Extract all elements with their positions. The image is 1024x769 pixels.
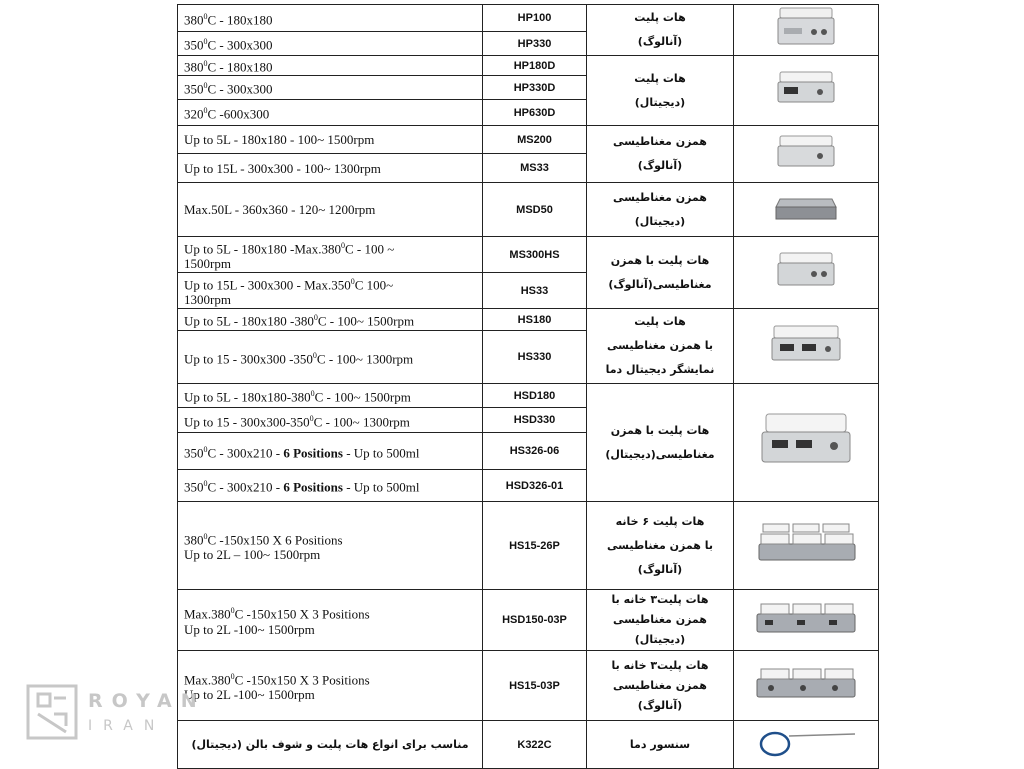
spec-cell: $380^0C - 180x180$ — [178, 5, 483, 32]
spec-cell: Up to 5L - 180x180 $-380^0C$ - 100~ 1500rpm — [178, 309, 483, 331]
product-name-cell: هات پلیت ۶ خانه با همزن مغناطیسی (آنالوگ) — [587, 502, 734, 590]
model-cell: MS200 — [483, 126, 587, 154]
spec-cell: $320^0C$ -600x300 — [178, 100, 483, 126]
model-cell: HS33 — [483, 273, 587, 309]
product-name-cell: هات پلیت با همزن مغناطیسی(دیجیتال) — [587, 384, 734, 502]
table-row — [178, 384, 879, 408]
digital-hot-plate-image — [774, 68, 838, 108]
spec-cell: $350^0C - 300x300$ — [178, 76, 483, 100]
model-cell: HP180D — [483, 56, 587, 76]
three-position-digital-hot-plate-image — [751, 596, 861, 640]
table-row — [178, 183, 879, 237]
model-cell: HS326-06 — [483, 433, 587, 470]
three-position-analog-hot-plate-image — [751, 661, 861, 705]
spec-cell: Up to 5L - 180x180 - 100~ 1500rpm — [178, 126, 483, 154]
spec-cell: $350^0C - 300x300$ — [178, 32, 483, 56]
product-name-cell: هات پلیت۳ خانه با همزن مغناطیسی (دیجیتال) — [587, 590, 734, 651]
sensor-description-cell: مناسب برای انواع هات پلیت و شوف بالن (دیجیتال) — [178, 721, 483, 769]
model-cell: HSD180 — [483, 384, 587, 408]
logo-word-iran: IRAN — [88, 718, 166, 734]
magnetic-stirrer-image — [774, 132, 838, 172]
model-cell: HP100 — [483, 5, 587, 32]
model-cell: HSD330 — [483, 408, 587, 433]
model-cell: HSD150-03P — [483, 590, 587, 651]
table-row — [178, 126, 879, 154]
six-position-hot-plate-image — [751, 518, 861, 568]
table-row — [178, 590, 879, 651]
product-image-cell — [734, 590, 879, 651]
spec-cell: $350^0C - 300x210 - 6$ Positions - Up to 500ml — [178, 470, 483, 502]
spec-cell: $380^0C$ -150x150 X 6 Positions Up to 2L – 100~ 1500rpm — [178, 502, 483, 590]
model-cell: HS180 — [483, 309, 587, 331]
product-name-cell: همزن مغناطیسی (آنالوگ) — [587, 126, 734, 183]
hot-plate-stirrer-image — [774, 249, 838, 291]
model-cell: HS15-26P — [483, 502, 587, 590]
spec-cell: Up to $15 - 300x300-350^0C$ - 100~ 1300rpm — [178, 408, 483, 433]
spec-cell: Max.50L - 360x360 - 120~ 1200rpm — [178, 183, 483, 237]
table-row — [178, 237, 879, 273]
spec-cell: Up to $5L - 180x180-380^0C$ - 100~ 1500rpm — [178, 384, 483, 408]
spec-cell: $350^0C - 300x210 - 6$ Positions - Up to 500ml — [178, 433, 483, 470]
table-row — [178, 651, 879, 721]
spec-cell: Up to 15 - 300x300 $-350^0C$ - 100~ 1300rpm — [178, 331, 483, 384]
spec-cell: Up to 5L - 180x180 -Max.380$^0$C - 100 ~ 1500rpm — [178, 237, 483, 273]
table-row — [178, 5, 879, 32]
model-cell: HSD326-01 — [483, 470, 587, 502]
product-image-cell — [734, 237, 879, 309]
model-cell: HP630D — [483, 100, 587, 126]
product-name-cell: هات پلیت (دیجیتال) — [587, 56, 734, 126]
logo-word-royan: ROYAN — [88, 690, 206, 712]
product-image-cell — [734, 502, 879, 590]
spec-cell: Max.380$^0$C -150x150 X 3 Positions Up to 2L -100~ 1500rpm — [178, 651, 483, 721]
large-magnetic-stirrer-image — [772, 189, 840, 225]
product-image-cell — [734, 384, 879, 502]
model-cell: MS300HS — [483, 237, 587, 273]
product-image-cell — [734, 309, 879, 384]
royan-iran-logo — [26, 684, 206, 744]
product-name-cell: همزن مغناطیسی (دیجیتال) — [587, 183, 734, 237]
product-image-cell — [734, 651, 879, 721]
product-name-cell: سنسور دما — [587, 721, 734, 769]
spec-cell: Up to 15L - 300x300 - Max.350$^0$C 100~ 1300rpm — [178, 273, 483, 309]
product-image-cell — [734, 721, 879, 769]
table-row — [178, 721, 879, 769]
product-name-cell: هات پلیت۳ خانه با همزن مغناطیسی (آنالوگ) — [587, 651, 734, 721]
model-cell: HS330 — [483, 331, 587, 384]
logo-mark-icon — [26, 684, 78, 740]
model-cell: HP330 — [483, 32, 587, 56]
model-cell: MSD50 — [483, 183, 587, 237]
spec-cell: Max.380$^0$C -150x150 X 3 Positions Up to 2L -100~ 1500rpm — [178, 590, 483, 651]
product-image-cell — [734, 5, 879, 56]
product-image-cell — [734, 126, 879, 183]
product-image-cell — [734, 183, 879, 237]
product-name-cell: هات پلیت (آنالوگ) — [587, 5, 734, 56]
digital-display-hot-plate-image — [768, 322, 844, 366]
table-row — [178, 502, 879, 590]
table-row — [178, 309, 879, 331]
model-cell: HP330D — [483, 76, 587, 100]
product-spec-table — [177, 4, 879, 769]
spec-cell: Up to 15L - 300x300 - 100~ 1300rpm — [178, 154, 483, 183]
product-name-cell: هات پلیت با همزن مغناطیسی نمایشگر دیجیتال دما — [587, 309, 734, 384]
table-row — [178, 56, 879, 76]
large-hot-plate-stirrer-image — [756, 408, 856, 472]
analog-hot-plate-image — [774, 6, 838, 50]
model-cell: K322C — [483, 721, 587, 769]
temperature-sensor-image — [751, 722, 861, 762]
spec-cell: $380^0C - 180x180$ — [178, 56, 483, 76]
model-cell: MS33 — [483, 154, 587, 183]
product-name-cell: هات پلیت با همزن مغناطیسی(آنالوگ) — [587, 237, 734, 309]
product-image-cell — [734, 56, 879, 126]
model-cell: HS15-03P — [483, 651, 587, 721]
